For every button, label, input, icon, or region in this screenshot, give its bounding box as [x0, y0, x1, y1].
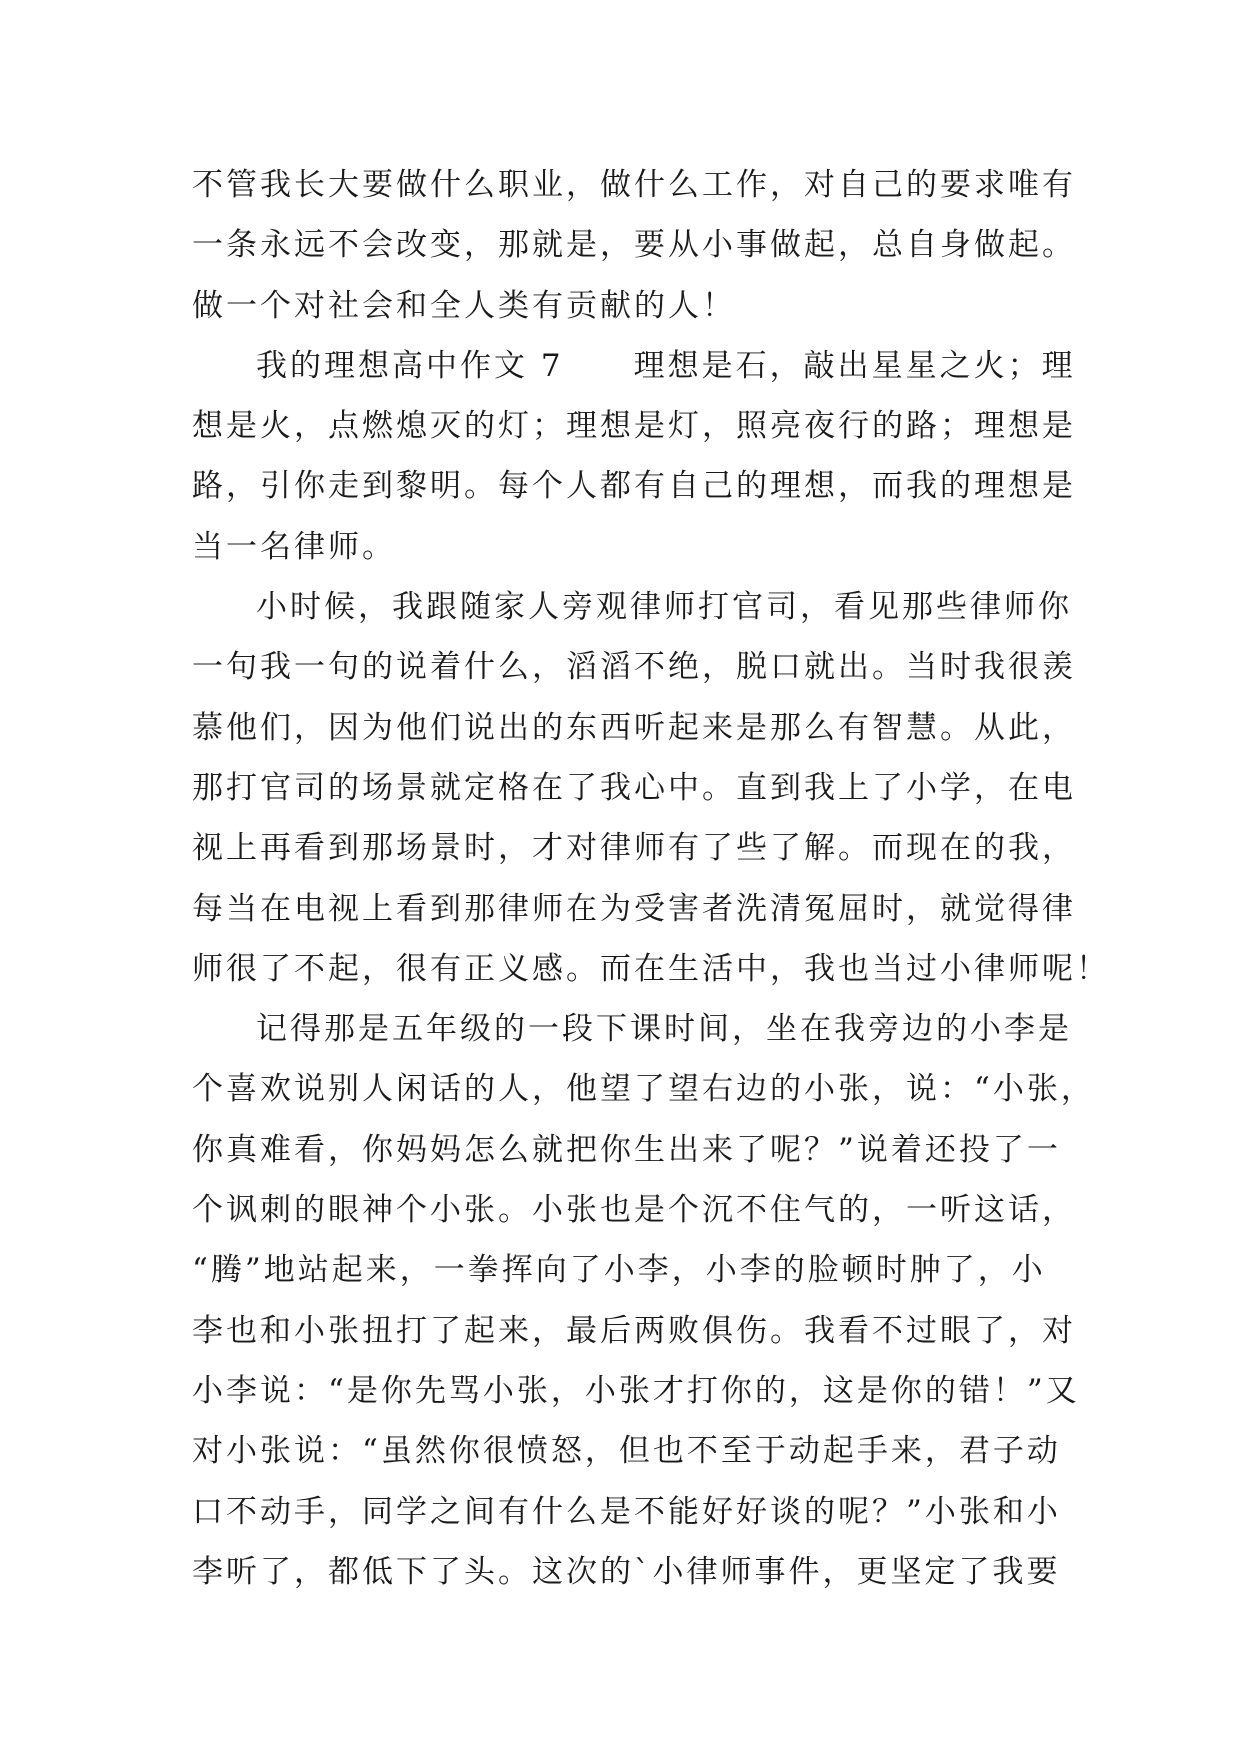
text-line: 一句我一句的说着什么，滔滔不绝，脱口就出。当时我很羡 — [192, 649, 1076, 686]
text-line: 想是火，点燃熄灭的灯；理想是灯，照亮夜行的路；理想是 — [192, 408, 1076, 445]
text-line: 那打官司的场景就定格在了我心中。直到我上了小学，在电 — [192, 769, 1076, 806]
text-line: 慕他们，因为他们说出的东西听起来是那么有智慧。从此， — [192, 709, 1076, 746]
text-line: 你真难看，你妈妈怎么就把你生出来了呢？”说着还投了一 — [192, 1131, 1061, 1168]
text-line: 路，引你走到黎明。每个人都有自己的理想，而我的理想是 — [192, 468, 1076, 505]
text-line: 不管我长大要做什么职业，做什么工作，对自己的要求唯有 — [192, 167, 1076, 203]
paragraph-start-line: 记得那是五年级的一段下课时间，坐在我旁边的小李是 — [256, 1011, 1072, 1048]
text-line: 视上再看到那场景时，才对律师有了些了解。而现在的我， — [192, 830, 1076, 867]
text-line: 一条永远不会改变，那就是，要从小事做起，总自身做起。 — [192, 227, 1076, 264]
text-line: 个喜欢说别人闲话的人，他望了望右边的小张，说：“小张， — [192, 1071, 1095, 1108]
essay-title: 我的理想高中作文 7 — [256, 347, 564, 384]
text-line: 每当在电视上看到那律师在为受害者洗清冤屈时，就觉得律 — [192, 890, 1076, 927]
text-line: 小李说：“是你先骂小张，小张才打你的，这是你的错！”又 — [192, 1372, 1080, 1409]
text-line: 当一名律师。 — [192, 528, 396, 565]
text-line: 做一个对社会和全人类有贡献的人！ — [192, 287, 736, 324]
text-line: “腾”地站起来，一拳挥向了小李，小李的脸顿时肿了，小 — [192, 1252, 1046, 1289]
text-line: 李听了，都低下了头。这次的`小律师事件，更坚定了我要 — [192, 1553, 1061, 1590]
essay-title-line — [192, 336, 1076, 396]
text-line: 李也和小张扭打了起来，最后两败俱伤。我看不过眼了，对 — [192, 1312, 1076, 1349]
paragraph-start-line: 小时候，我跟随家人旁观律师打官司，看见那些律师你 — [256, 589, 1072, 626]
text-line-fragment: 理想是石，敲出星星之火；理 — [633, 347, 1076, 384]
text-line: 口不动手，同学之间有什么是不能好好谈的呢？”小张和小 — [192, 1493, 1061, 1530]
text-line: 对小张说：“虽然你很愤怒，但也不至于动起手来，君子动 — [192, 1433, 1061, 1470]
text-line: 个讽刺的眼神个小张。小张也是个沉不住气的，一听这话， — [192, 1192, 1076, 1229]
text-line: 师很了不起，很有正义感。而在生活中，我也当过小律师呢！ — [192, 950, 1110, 987]
essay-body — [192, 155, 1110, 1602]
